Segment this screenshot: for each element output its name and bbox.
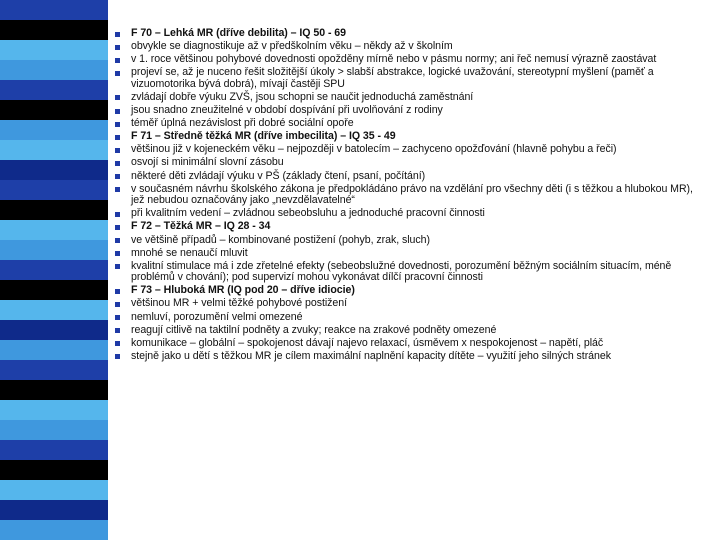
- square-bullet-icon: [115, 251, 120, 256]
- stripe-block: [0, 240, 108, 260]
- list-item-text: nemluví, porozumění velmi omezené: [131, 310, 303, 323]
- stripe-block: [0, 300, 108, 320]
- stripe-block: [0, 260, 108, 280]
- list-item-text: při kvalitním vedení – zvládnou sebeobsluhu a jednoduché pracovní činnosti: [131, 207, 485, 220]
- list-item: [108, 144, 708, 156]
- list-item-text: zvládají dobře výuku ZVŠ, jsou schopni se naučit jednoduchá zaměstnání: [131, 90, 474, 103]
- list-item: [108, 298, 708, 310]
- stripe-block: [0, 140, 108, 160]
- square-bullet-icon: [115, 32, 120, 37]
- list-item-text: většinou již v kojeneckém věku – nejpozději v batolecím – zachyceno opožďování (hlavně pohybu a řeči): [131, 143, 617, 156]
- list-item: [108, 338, 708, 350]
- list-item: [108, 325, 708, 337]
- list-heading-item: [108, 221, 708, 233]
- square-bullet-icon: [115, 45, 120, 50]
- stripe-block: [0, 120, 108, 140]
- list-item-text: v současném návrhu školského zákona je předpokládáno právo na vzdělání pro všechny děti (i s těžkou a hlubokou MR), jež nebudou označovány jako „nevzdělavatelné“: [131, 182, 693, 207]
- list-item: [108, 184, 708, 207]
- list-item: [108, 351, 708, 363]
- list-item: [108, 157, 708, 169]
- square-bullet-icon: [115, 71, 120, 76]
- square-bullet-icon: [115, 238, 120, 243]
- list-item-text: některé děti zvládají výuku v PŠ (základy čtení, psaní, počítání): [131, 169, 426, 182]
- list-item-text: komunikace – globální – spokojenost dávají najevo relaxací, úsměvem x nespokojenost – napětí, pláč: [131, 336, 604, 349]
- list-heading-item: [108, 28, 708, 40]
- list-item-text: reagují citlivě na taktilní podněty a zvuky; reakce na zrakové podněty omezené: [131, 323, 497, 336]
- stripe-block: [0, 340, 108, 360]
- list-item-text: osvojí si minimální slovní zásobu: [131, 156, 284, 169]
- list-item-text: F 71 – Středně těžká MR (dříve imbecilita) – IQ 35 - 49: [131, 130, 396, 143]
- stripe-block: [0, 440, 108, 460]
- list-item: [108, 105, 708, 117]
- square-bullet-icon: [115, 302, 120, 307]
- list-item: [108, 261, 708, 284]
- list-heading-item: [108, 131, 708, 143]
- square-bullet-icon: [115, 187, 120, 192]
- stripe-block: [0, 0, 108, 20]
- square-bullet-icon: [115, 225, 120, 230]
- list-item-text: stejně jako u dětí s těžkou MR je cílem maximální naplnění kapacity dítěte – využití jeho silných stránek: [131, 349, 611, 362]
- square-bullet-icon: [115, 328, 120, 333]
- stripe-block: [0, 400, 108, 420]
- list-item-text: téměř úplná nezávislost při dobré sociální opoře: [131, 117, 354, 130]
- stripe-block: [0, 100, 108, 120]
- list-item: [108, 92, 708, 104]
- list-item: [108, 248, 708, 260]
- stripe-block: [0, 380, 108, 400]
- list-item-text: ve většině případů – kombinované postižení (pohyb, zrak, sluch): [131, 233, 430, 246]
- stripe-block: [0, 500, 108, 520]
- square-bullet-icon: [115, 122, 120, 127]
- stripe-block: [0, 280, 108, 300]
- stripe-block: [0, 220, 108, 240]
- stripe-block: [0, 320, 108, 340]
- square-bullet-icon: [115, 341, 120, 346]
- list-item-text: projeví se, až je nuceno řešit složitější úkoly > slabší abstrakce, logické uvažování, stereotypní myšlení (paměť a vizuomotorika bývá dobrá), mívají častěji SPU: [131, 66, 654, 90]
- square-bullet-icon: [115, 174, 120, 179]
- list-item: [108, 118, 708, 130]
- stripe-block: [0, 20, 108, 40]
- square-bullet-icon: [115, 212, 120, 217]
- list-item-text: jsou snadno zneužitelné v období dospívání při uvolňování z rodiny: [131, 104, 443, 117]
- list-item: [108, 67, 708, 90]
- stripe-block: [0, 180, 108, 200]
- list-item: [108, 171, 708, 183]
- list-item-text: většinou MR + velmi těžké pohybové postižení: [131, 297, 347, 310]
- stripe-block: [0, 420, 108, 440]
- list-item-text: obvykle se diagnostikuje až v předškolním věku – někdy až v školním: [131, 40, 453, 53]
- list-item-text: kvalitní stimulace má i zde zřetelné efekty (sebeobslužné dovednosti, porozumění běžným sociálním situacím, méně problémů v chování); pod supervizí mohou vykonávat dílčí pracovní činnosti: [131, 259, 672, 284]
- list-item: [108, 208, 708, 220]
- list-item: [108, 41, 708, 53]
- decorative-color-stripe: [0, 0, 108, 540]
- square-bullet-icon: [115, 109, 120, 114]
- list-item-text: F 73 – Hluboká MR (IQ pod 20 – dříve idiocie): [131, 284, 355, 297]
- stripe-block: [0, 200, 108, 220]
- square-bullet-icon: [115, 58, 120, 63]
- stripe-block: [0, 360, 108, 380]
- square-bullet-icon: [115, 135, 120, 140]
- list-item-text: F 72 – Těžká MR – IQ 28 - 34: [131, 220, 271, 233]
- list-item-text: v 1. roce většinou pohybové dovednosti opožděny mírně nebo v pásmu normy; ani řeč nemusí výrazně zaostávat: [131, 53, 657, 66]
- list-item: [108, 312, 708, 324]
- stripe-block: [0, 80, 108, 100]
- list-item-text: F 70 – Lehká MR (dříve debilita) – IQ 50 - 69: [131, 27, 346, 39]
- square-bullet-icon: [115, 148, 120, 153]
- square-bullet-icon: [115, 354, 120, 359]
- bullet-list: [108, 28, 708, 364]
- list-item: [108, 54, 708, 66]
- stripe-block: [0, 160, 108, 180]
- square-bullet-icon: [115, 289, 120, 294]
- list-item: [108, 235, 708, 247]
- square-bullet-icon: [115, 315, 120, 320]
- stripe-block: [0, 520, 108, 540]
- stripe-block: [0, 40, 108, 60]
- square-bullet-icon: [115, 161, 120, 166]
- list-item-text: mnohé se nenaučí mluvit: [131, 246, 248, 259]
- stripe-block: [0, 60, 108, 80]
- square-bullet-icon: [115, 95, 120, 100]
- stripe-block: [0, 460, 108, 480]
- stripe-block: [0, 480, 108, 500]
- list-heading-item: [108, 285, 708, 297]
- square-bullet-icon: [115, 264, 120, 269]
